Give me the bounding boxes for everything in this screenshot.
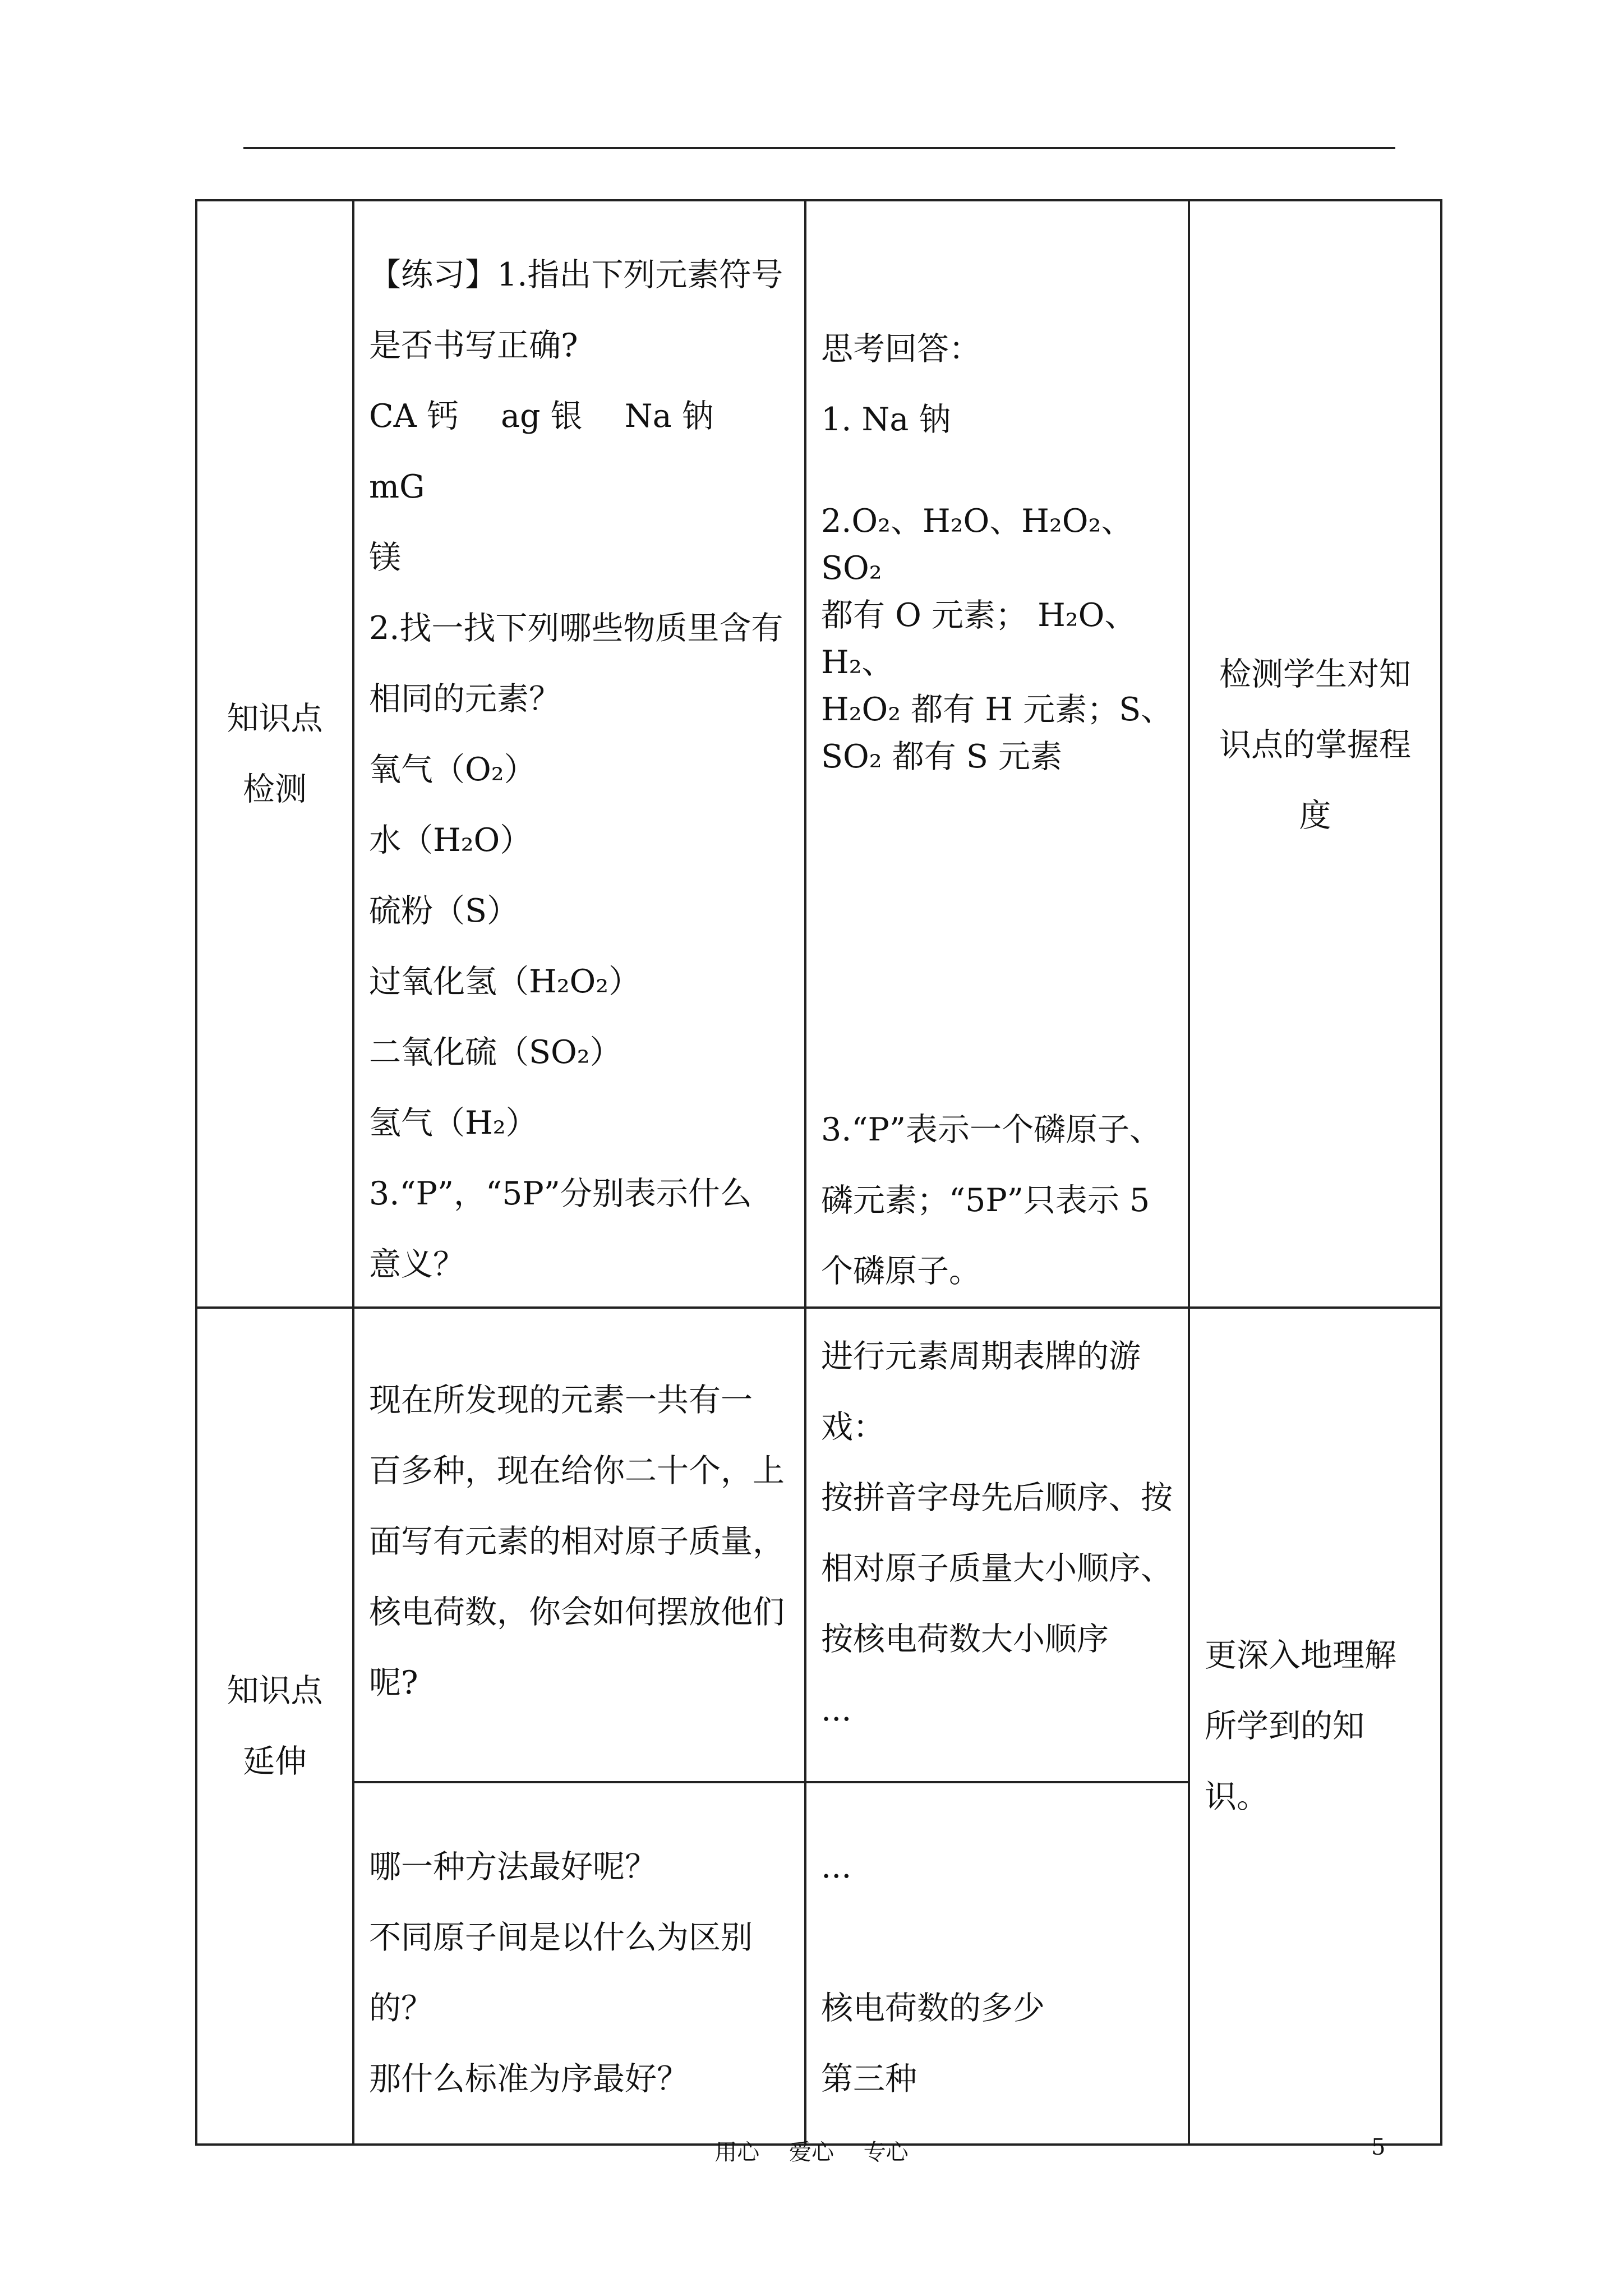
text-line: 二氧化硫（SO₂） xyxy=(369,1034,622,1071)
teacher-activity-check xyxy=(353,200,805,1308)
text-line: 相对原子质量大小顺序、 xyxy=(821,1550,1173,1587)
text-line: 1. Na 钠 xyxy=(821,401,951,438)
text-line: 【练习】1.指出下列元素符号 xyxy=(369,256,783,293)
teacher-activity-extension-b xyxy=(353,1782,805,2145)
text-line: 检测学生对知 xyxy=(1219,656,1411,693)
text-line: 意义？ xyxy=(369,1246,465,1283)
text-line: 都有 O 元素； H₂O、H₂、 xyxy=(821,597,1137,681)
student-activity-check xyxy=(805,200,1189,1308)
text-line: 按拼音字母先后顺序、按 xyxy=(821,1479,1173,1516)
student-activity-extension-b xyxy=(805,1782,1189,2145)
text-line: 现在所发现的元素一共有一 xyxy=(369,1382,753,1419)
teacher-activity-extension-a xyxy=(353,1308,805,1782)
answer-2 xyxy=(821,498,1173,780)
row-label-line: 知识点 xyxy=(227,1672,323,1709)
text-line: 的？ xyxy=(369,1990,433,2027)
text-line: SO₂ 都有 S 元素 xyxy=(821,738,1063,775)
text-line: 所学到的知识。 xyxy=(1205,1708,1364,1815)
text-line: 氧气（O₂） xyxy=(369,751,536,788)
text-line: 识点的掌握程 xyxy=(1219,726,1411,763)
design-purpose-check xyxy=(1189,200,1441,1308)
text-line: 2.O₂、H₂O、H₂O₂、SO₂ xyxy=(821,503,1133,587)
text-line: 按核电荷数大小顺序 xyxy=(821,1621,1109,1658)
lesson-table xyxy=(195,199,1442,2146)
text-line: 氢气（H₂） xyxy=(369,1105,538,1142)
row-label-line: 检测 xyxy=(243,771,307,808)
table-row-knowledge-check xyxy=(196,200,1441,1308)
text-line: 硫粉（S） xyxy=(369,892,519,930)
student-activity-extension-a xyxy=(805,1308,1189,1782)
text-line: 百多种，现在给你二十个，上 xyxy=(369,1452,785,1489)
row-label-line: 延伸 xyxy=(243,1743,307,1780)
text-line: 度 xyxy=(1299,797,1331,834)
text-line: 进行元素周期表牌的游 xyxy=(821,1338,1141,1375)
text-line: 核电荷数的多少 xyxy=(821,1990,1045,2027)
text-line: 面写有元素的相对原子质量， xyxy=(369,1523,785,1560)
row-label-check xyxy=(196,200,353,1308)
text-line: 镁 xyxy=(369,539,401,576)
text-line: 呢? xyxy=(369,1664,418,1701)
table-row-knowledge-extension-a xyxy=(196,1308,1441,1782)
text-line: 磷元素；“5P”只表示 5 xyxy=(821,1182,1150,1219)
text-line: 个磷原子。 xyxy=(821,1253,981,1290)
design-purpose-extension xyxy=(1189,1308,1441,2145)
text-line: 是否书写正确? xyxy=(369,327,578,364)
text-line: CA 钙 ag 银 Na 钠 mG xyxy=(369,398,756,505)
text-line: 水（H₂O） xyxy=(369,822,532,859)
text-line: 不同原子间是以什么为区别 xyxy=(369,1919,753,1956)
footer-text: 用心 爱心 专心 xyxy=(714,2139,909,2165)
text-line: ... xyxy=(821,1848,852,1885)
text-line: 过氧化氢（H₂O₂） xyxy=(369,963,641,1000)
text-line: 3.“P”表示一个磷原子、 xyxy=(821,1111,1162,1148)
text-line: 哪一种方法最好呢？ xyxy=(369,1848,657,1885)
text-line: 戏： xyxy=(821,1409,885,1446)
row-label-line: 知识点 xyxy=(227,700,323,737)
text-line: 第三种 xyxy=(821,2060,917,2097)
text-line: 思考回答： xyxy=(821,330,981,367)
text-line: 相同的元素？ xyxy=(369,680,561,717)
page-number: 5 xyxy=(1371,2134,1386,2160)
text-line: 2.找一找下列哪些物质里含有 xyxy=(369,610,783,647)
text-line: 3.“P”，“5P”分别表示什么 xyxy=(369,1175,752,1212)
text-line: ... xyxy=(821,1691,852,1728)
text-line: 那什么标准为序最好？ xyxy=(369,2060,689,2097)
text-line: 核电荷数，你会如何摆放他们 xyxy=(369,1594,785,1631)
header-rule xyxy=(243,147,1395,149)
row-label-extension xyxy=(196,1308,353,2145)
text-line: H₂O₂ 都有 H 元素；S、 xyxy=(821,691,1173,728)
text-line: 更深入地理解 xyxy=(1205,1637,1396,1674)
